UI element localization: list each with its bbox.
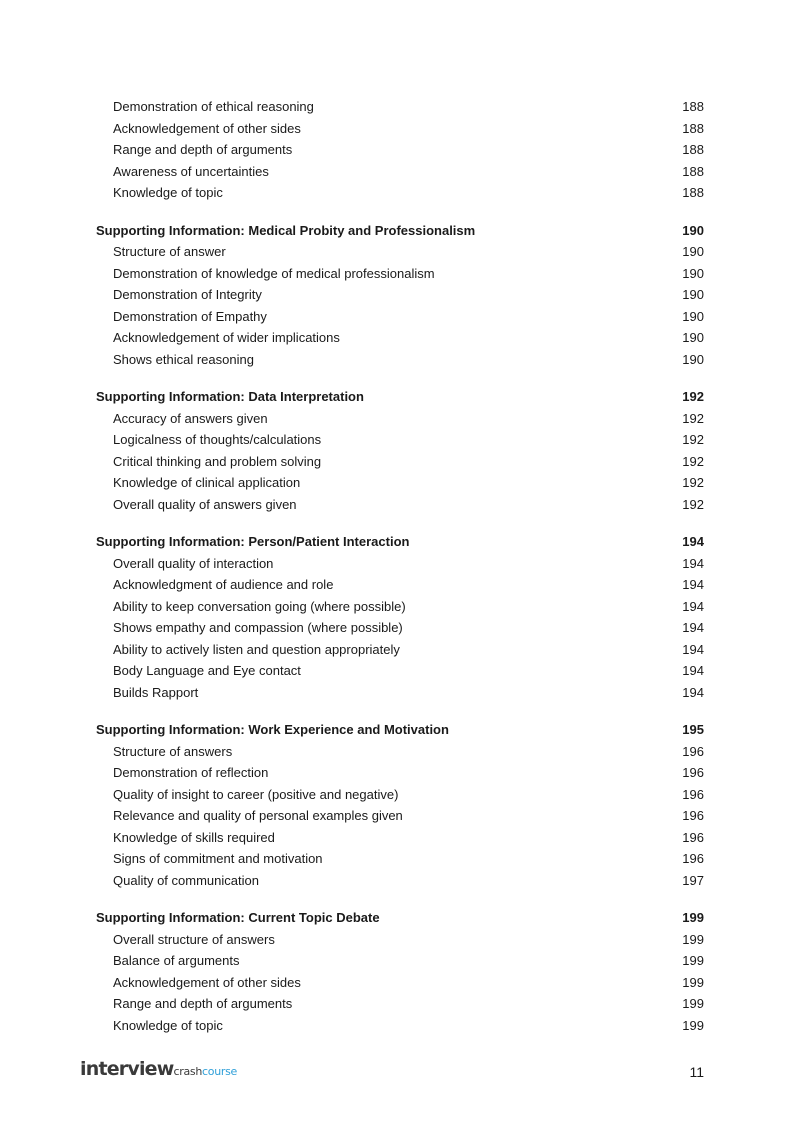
toc-entry-label: Supporting Information: Person/Patient Interaction [96,534,410,549]
toc-entry-page: 194 [682,534,704,549]
toc-entry-label: Builds Rapport [113,684,199,700]
toc-entry[interactable] [96,494,704,516]
toc-entry[interactable] [96,617,704,639]
toc-entry-label: Demonstration of Empathy [113,308,267,324]
toc-entry[interactable] [96,1015,704,1037]
toc-entry-label: Signs of commitment and motivation [113,851,323,866]
toc-entry[interactable] [96,929,704,951]
toc-entry[interactable] [96,306,704,328]
logo-wordmark: interview [80,1058,174,1080]
toc-entry[interactable] [96,182,704,204]
toc-entry-page: 196 [682,829,704,845]
toc-section-heading[interactable] [96,220,704,242]
toc-entry-label: Supporting Information: Current Topic Debate [96,910,380,925]
toc-entry[interactable] [96,950,704,972]
toc-entry[interactable] [96,827,704,849]
toc-entry-label: Body Language and Eye contact [113,663,301,678]
toc-entry-page: 192 [682,410,704,426]
toc-entry-label: Range and depth of arguments [113,996,293,1011]
toc-entry[interactable] [96,805,704,827]
toc-entry-page: 190 [682,244,704,259]
toc-entry-page: 194 [682,555,704,571]
toc-entry-page: 194 [682,663,704,678]
page-footer [80,1058,704,1084]
toc-entry[interactable] [96,241,704,263]
toc-entry-page: 196 [682,808,704,823]
toc-entry-page: 196 [682,786,704,802]
toc-entry[interactable] [96,96,704,118]
toc-section-heading[interactable] [96,531,704,553]
toc-entry[interactable] [96,660,704,682]
toc-entry-page: 199 [682,1017,704,1033]
toc-entry-page: 197 [682,872,704,888]
toc-entry-page: 196 [682,765,704,780]
toc-entry-label: Ability to actively listen and question appropriately [113,641,400,657]
toc-entry-page: 192 [682,389,704,404]
toc-entry-label: Demonstration of Integrity [113,287,262,302]
toc-entry-label: Knowledge of topic [113,185,223,200]
toc-entry[interactable] [96,451,704,473]
toc-entry[interactable] [96,349,704,371]
toc-entry[interactable] [96,972,704,994]
toc-entry-label: Knowledge of skills required [113,829,275,845]
toc-entry[interactable] [96,870,704,892]
toc-entry[interactable] [96,553,704,575]
toc-entry[interactable] [96,118,704,140]
toc-entry-page: 188 [682,163,704,179]
toc-entry-page: 199 [682,910,704,925]
toc-entry-page: 195 [682,722,704,737]
toc-entry-page: 199 [682,974,704,990]
toc-entry[interactable] [96,139,704,161]
toc-entry-label: Accuracy of answers given [113,410,268,426]
toc-entry-label: Quality of communication [113,872,259,888]
toc-entry-label: Acknowledgment of audience and role [113,577,334,592]
toc-entry-label: Shows empathy and compassion (where possible) [113,620,403,635]
toc-entry[interactable] [96,993,704,1015]
toc-entry-label: Balance of arguments [113,953,240,968]
toc-entry-label: Acknowledgement of wider implications [113,330,340,345]
logo-subword-accent: course [202,1065,238,1078]
toc-entry-page: 194 [682,620,704,635]
toc-entry[interactable] [96,429,704,451]
toc-entry-page: 199 [682,953,704,968]
toc-entry-page: 196 [682,743,704,759]
toc-entry-page: 188 [682,120,704,136]
toc-entry-page: 192 [682,496,704,512]
toc-entry-page: 194 [682,684,704,700]
toc-entry-page: 192 [682,432,704,447]
toc-entry-label: Range and depth of arguments [113,142,293,157]
toc-entry[interactable] [96,574,704,596]
toc-entry[interactable] [96,784,704,806]
toc-entry-page: 190 [682,265,704,281]
brand-logo [80,1058,237,1080]
toc-entry-page: 190 [682,351,704,367]
toc-section-heading[interactable] [96,386,704,408]
toc-entry-label: Critical thinking and problem solving [113,453,322,469]
toc-entry-page: 192 [682,453,704,469]
logo-subword: crash [173,1065,203,1078]
toc-entry[interactable] [96,408,704,430]
toc-entry-page: 190 [682,222,704,238]
toc-entry-page: 199 [682,931,704,947]
table-of-contents [96,96,704,1036]
toc-entry-label: Logicalness of thoughts/calculations [113,432,322,447]
toc-entry-label: Quality of insight to career (positive and negative) [113,786,399,802]
toc-entry[interactable] [96,472,704,494]
toc-entry[interactable] [96,762,704,784]
toc-entry-page: 194 [682,641,704,657]
toc-entry[interactable] [96,848,704,870]
toc-entry-label: Knowledge of clinical application [113,475,301,490]
toc-entry[interactable] [96,263,704,285]
toc-entry[interactable] [96,161,704,183]
toc-entry-page: 199 [682,996,704,1011]
toc-entry-page: 194 [682,598,704,614]
toc-entry-label: Structure of answer [113,244,226,259]
toc-entry-label: Demonstration of ethical reasoning [113,99,314,114]
toc-entry-page: 192 [682,475,704,490]
toc-entry-label: Overall structure of answers [113,931,275,947]
toc-entry[interactable] [96,284,704,306]
toc-entry-label: Ability to keep conversation going (where possible) [113,598,406,614]
toc-entry-label: Acknowledgement of other sides [113,974,301,990]
toc-entry[interactable] [96,682,704,704]
toc-entry[interactable] [96,639,704,661]
toc-entry[interactable] [96,596,704,618]
toc-entry-page: 194 [682,577,704,592]
toc-entry-label: Supporting Information: Medical Probity and Professionalism [96,222,476,238]
toc-entry-label: Acknowledgement of other sides [113,120,301,136]
toc-entry-label: Overall quality of interaction [113,555,274,571]
toc-entry-label: Awareness of uncertainties [113,163,269,179]
toc-section-heading[interactable] [96,719,704,741]
toc-entry-page: 190 [682,308,704,324]
toc-entry-page: 188 [682,99,704,114]
toc-entry[interactable] [96,327,704,349]
toc-entry-label: Overall quality of answers given [113,496,297,512]
toc-entry-page: 190 [682,330,704,345]
toc-entry-label: Supporting Information: Data Interpretation [96,389,364,404]
toc-entry-page: 196 [682,851,704,866]
toc-entry-label: Supporting Information: Work Experience and Motivation [96,722,449,737]
toc-entry-label: Relevance and quality of personal examples given [113,808,403,823]
toc-entry[interactable] [96,741,704,763]
toc-section-heading[interactable] [96,907,704,929]
toc-entry-label: Shows ethical reasoning [113,351,254,367]
toc-entry-label: Demonstration of reflection [113,765,269,780]
toc-entry-page: 190 [682,287,704,302]
toc-entry-page: 188 [682,185,704,200]
toc-entry-label: Structure of answers [113,743,233,759]
toc-entry-page: 188 [682,142,704,157]
toc-entry-label: Knowledge of topic [113,1017,223,1033]
page-number: 11 [689,1064,704,1080]
toc-entry-label: Demonstration of knowledge of medical professionalism [113,265,435,281]
